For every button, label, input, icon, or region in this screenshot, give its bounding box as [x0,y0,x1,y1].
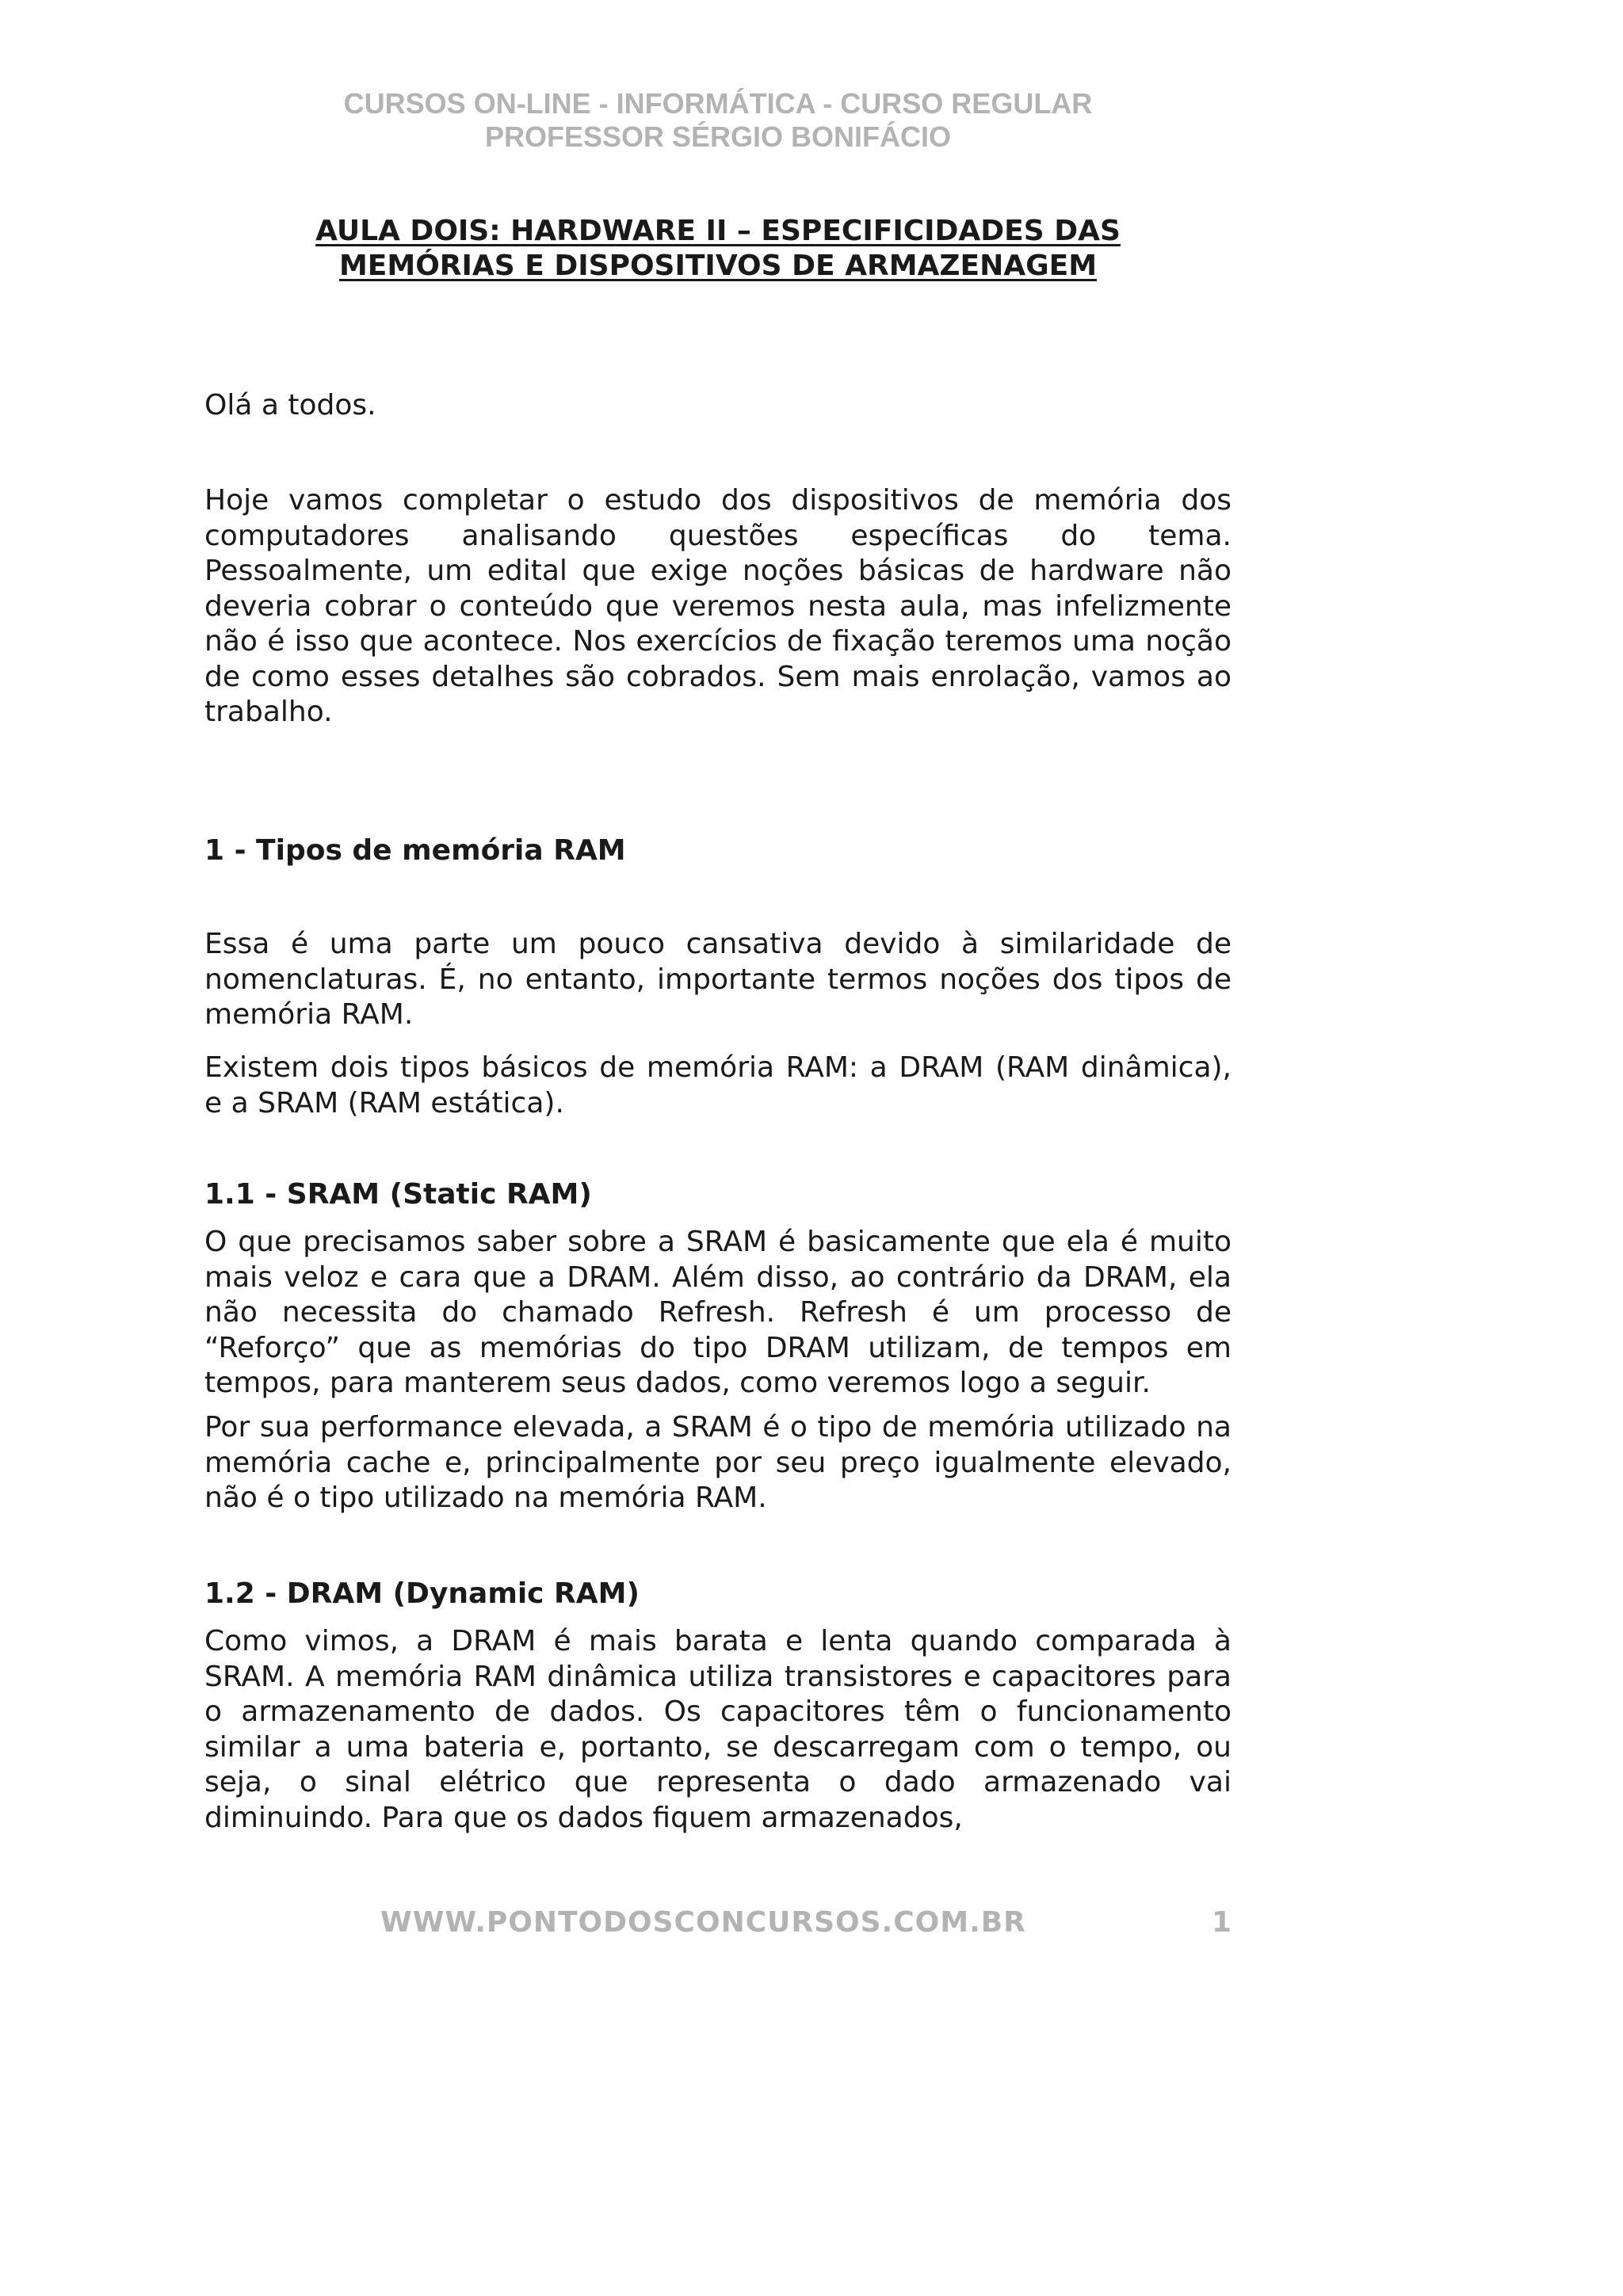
title-line-1: AULA DOIS: HARDWARE II – ESPECIFICIDADES DAS [315,215,1121,247]
footer-page-number: 1 [1211,1906,1232,1939]
section-1-1-paragraph-2: Por sua performance elevada, a SRAM é o tipo de memória utilizado na memória cache e, principalmente por seu preço igualmente elevado, não é o tipo utilizado na memória RAM. [204,1411,1232,1514]
header-professor-line: PROFESSOR SÉRGIO BONIFÁCIO [484,120,952,153]
section-1-heading: 1 - Tipos de memória RAM [204,834,626,867]
section-1-2-heading: 1.2 - DRAM (Dynamic RAM) [204,1577,640,1610]
greeting-paragraph: Olá a todos. [204,389,376,421]
section-1-paragraph-2: Existem dois tipos básicos de memória RAM: a DRAM (RAM dinâmica), e a SRAM (RAM estática). [204,1051,1232,1119]
section-1-1-heading: 1.1 - SRAM (Static RAM) [204,1178,592,1211]
title-line-2: MEMÓRIAS E DISPOSITIVOS DE ARMAZENAGEM [338,250,1098,282]
page-header [0,87,1436,154]
section-1-paragraph-1: Essa é uma parte um pouco cansativa devido à similaridade de nomenclaturas. É, no entanto, importante termos noções dos tipos de memória RAM. [204,928,1232,1031]
section-1-1-paragraph-1: O que precisamos saber sobre a SRAM é basicamente que ela é muito mais veloz e cara que a DRAM. Além disso, ao contrário da DRAM, ela não necessita do chamado Refresh. Refresh é um processo de “Reforço” que as memórias do tipo DRAM utilizam, de tempos em tempos, para manterem seus dados, como veremos logo a seguir. [204,1226,1232,1399]
section-1-2-paragraph-1: Como vimos, a DRAM é mais barata e lenta quando comparada à SRAM. A memória RAM dinâmica utiliza transistores e capacitores para o armazenamento de dados. Os capacitores têm o funcionamento similar a uma bateria e, portanto, se descarregam com o tempo, ou seja, o sinal elétrico que representa o dado armazenado vai diminuindo. Para que os dados fiquem armazenados, [204,1625,1232,1834]
intro-paragraph: Hoje vamos completar o estudo dos dispositivos de memória dos computadores analisando questões específicas do tema. Pessoalmente, um edital que exige noções básicas de hardware não deveria cobrar o conteúdo que veremos nesta aula, mas infelizmente não é isso que acontece. Nos exercícios de fixação teremos uma noção de como esses detalhes são cobrados. Sem mais enrolação, vamos ao trabalho. [204,484,1232,728]
header-course-line: CURSOS ON-LINE - INFORMÁTICA - CURSO REGULAR [343,87,1093,120]
footer-website: WWW.PONTODOSCONCURSOS.COM.BR [380,1906,1026,1939]
document-title [204,214,1232,284]
